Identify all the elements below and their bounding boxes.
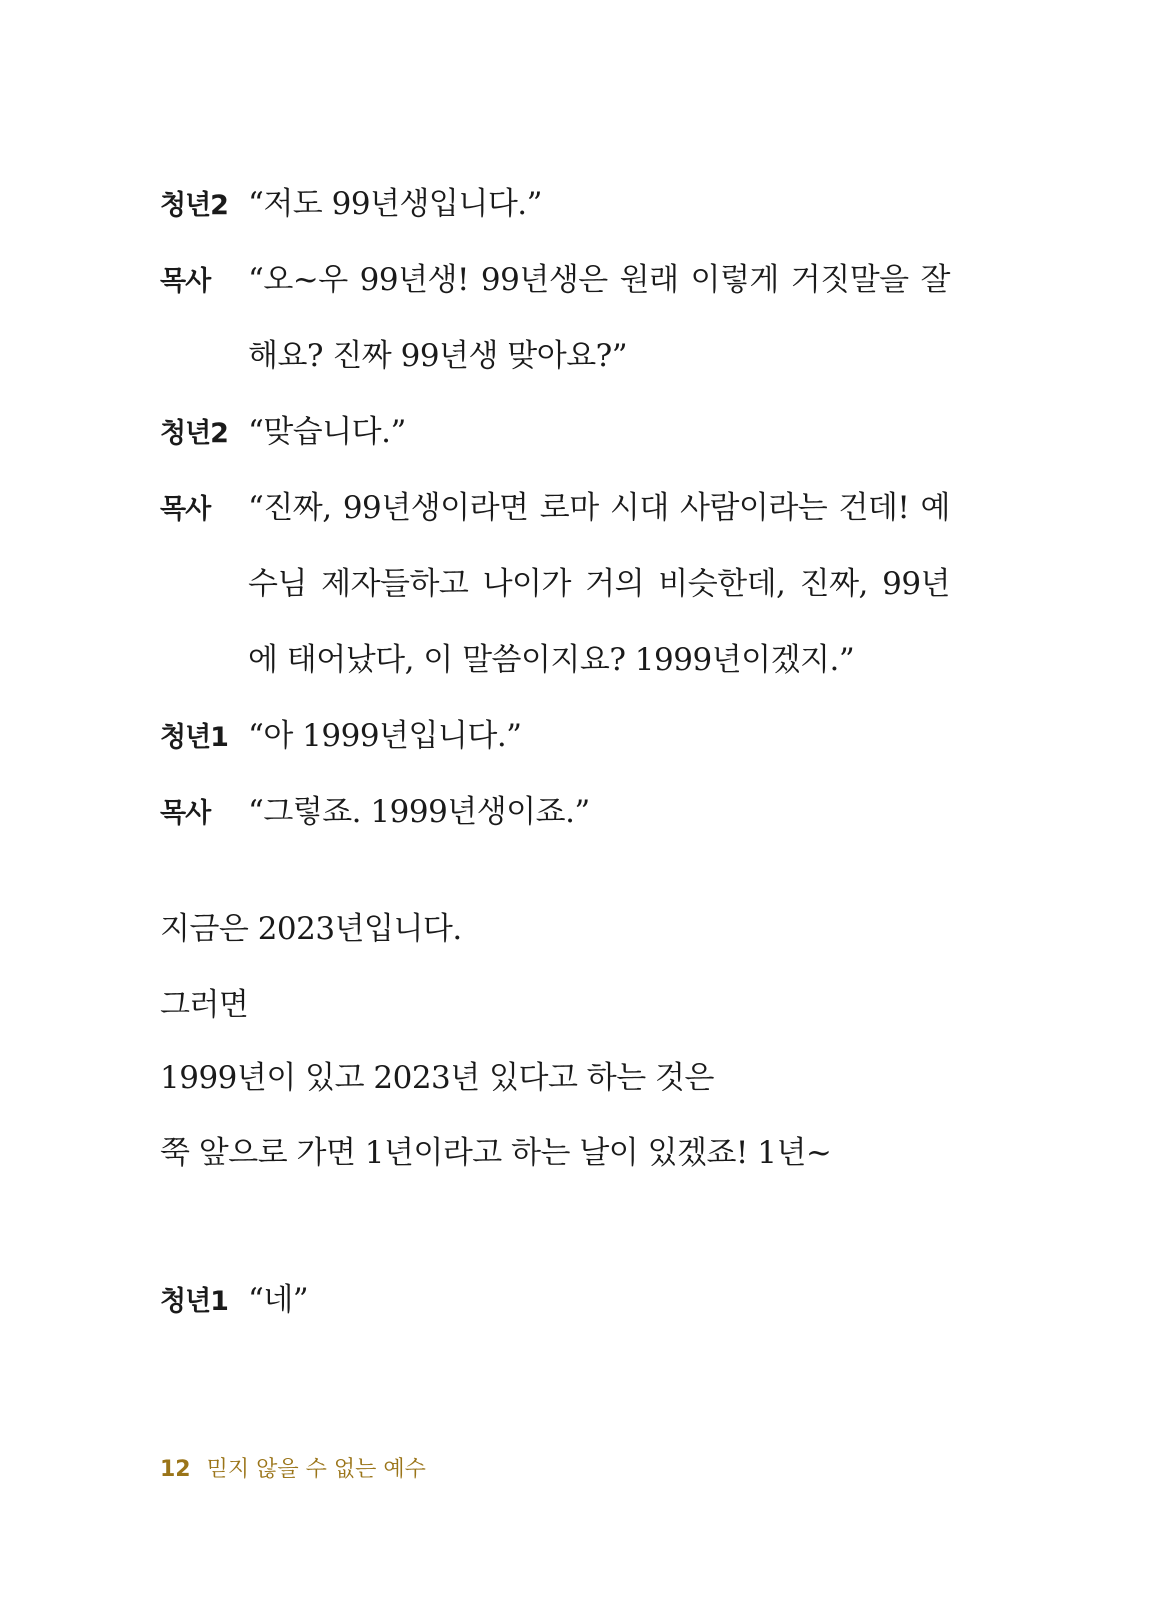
speaker-label: 청년1 <box>160 1286 228 1317</box>
speaker-label: 목사 <box>160 266 211 297</box>
dialogue-line <box>160 698 950 774</box>
dialogue-line <box>160 1262 950 1338</box>
speaker-label: 청년2 <box>160 190 228 221</box>
dialogue-line <box>160 242 950 394</box>
speaker-label: 청년2 <box>160 418 228 449</box>
speech-text: “오~우 99년생! 99년생은 원래 이렇게 거짓말을 잘 해요? 진짜 99년생 맞아요?” <box>248 262 950 374</box>
speech-text: “네” <box>248 1282 309 1318</box>
narration-line: 지금은 2023년입니다. <box>160 911 462 947</box>
narration-line: 1999년이 있고 2023년 있다고 하는 것은 <box>160 1060 714 1096</box>
page-footer <box>160 1452 426 1483</box>
dialogue-line <box>160 166 950 242</box>
dialogue-line <box>160 470 950 698</box>
speaker-label: 청년1 <box>160 722 228 753</box>
speech-text: “맞습니다.” <box>248 414 406 450</box>
dialogue-line <box>160 394 950 470</box>
dialogue-block <box>160 166 950 850</box>
page-number: 12 <box>160 1457 191 1482</box>
speech-text: “저도 99년생입니다.” <box>248 186 542 222</box>
book-title: 믿지 않을 수 없는 예수 <box>206 1457 426 1482</box>
speaker-label: 목사 <box>160 798 211 829</box>
speech-text: “아 1999년입니다.” <box>248 718 522 754</box>
narration-line: 그러면 <box>160 987 249 1023</box>
speaker-label: 목사 <box>160 494 211 525</box>
speech-text: “진짜, 99년생이라면 로마 시대 사람이라는 건데! 예수님 제자들하고 나이가 거의 비슷한데, 진짜, 99년에 태어났다, 이 말씀이지요? 1999년이겠지.” <box>248 490 950 678</box>
speech-text: “그렇죠. 1999년생이죠.” <box>248 794 590 830</box>
final-dialogue <box>160 1262 950 1338</box>
narration-line: 쭉 앞으로 가면 1년이라고 하는 날이 있겠죠! 1년~ <box>160 1135 832 1171</box>
dialogue-line <box>160 774 950 850</box>
